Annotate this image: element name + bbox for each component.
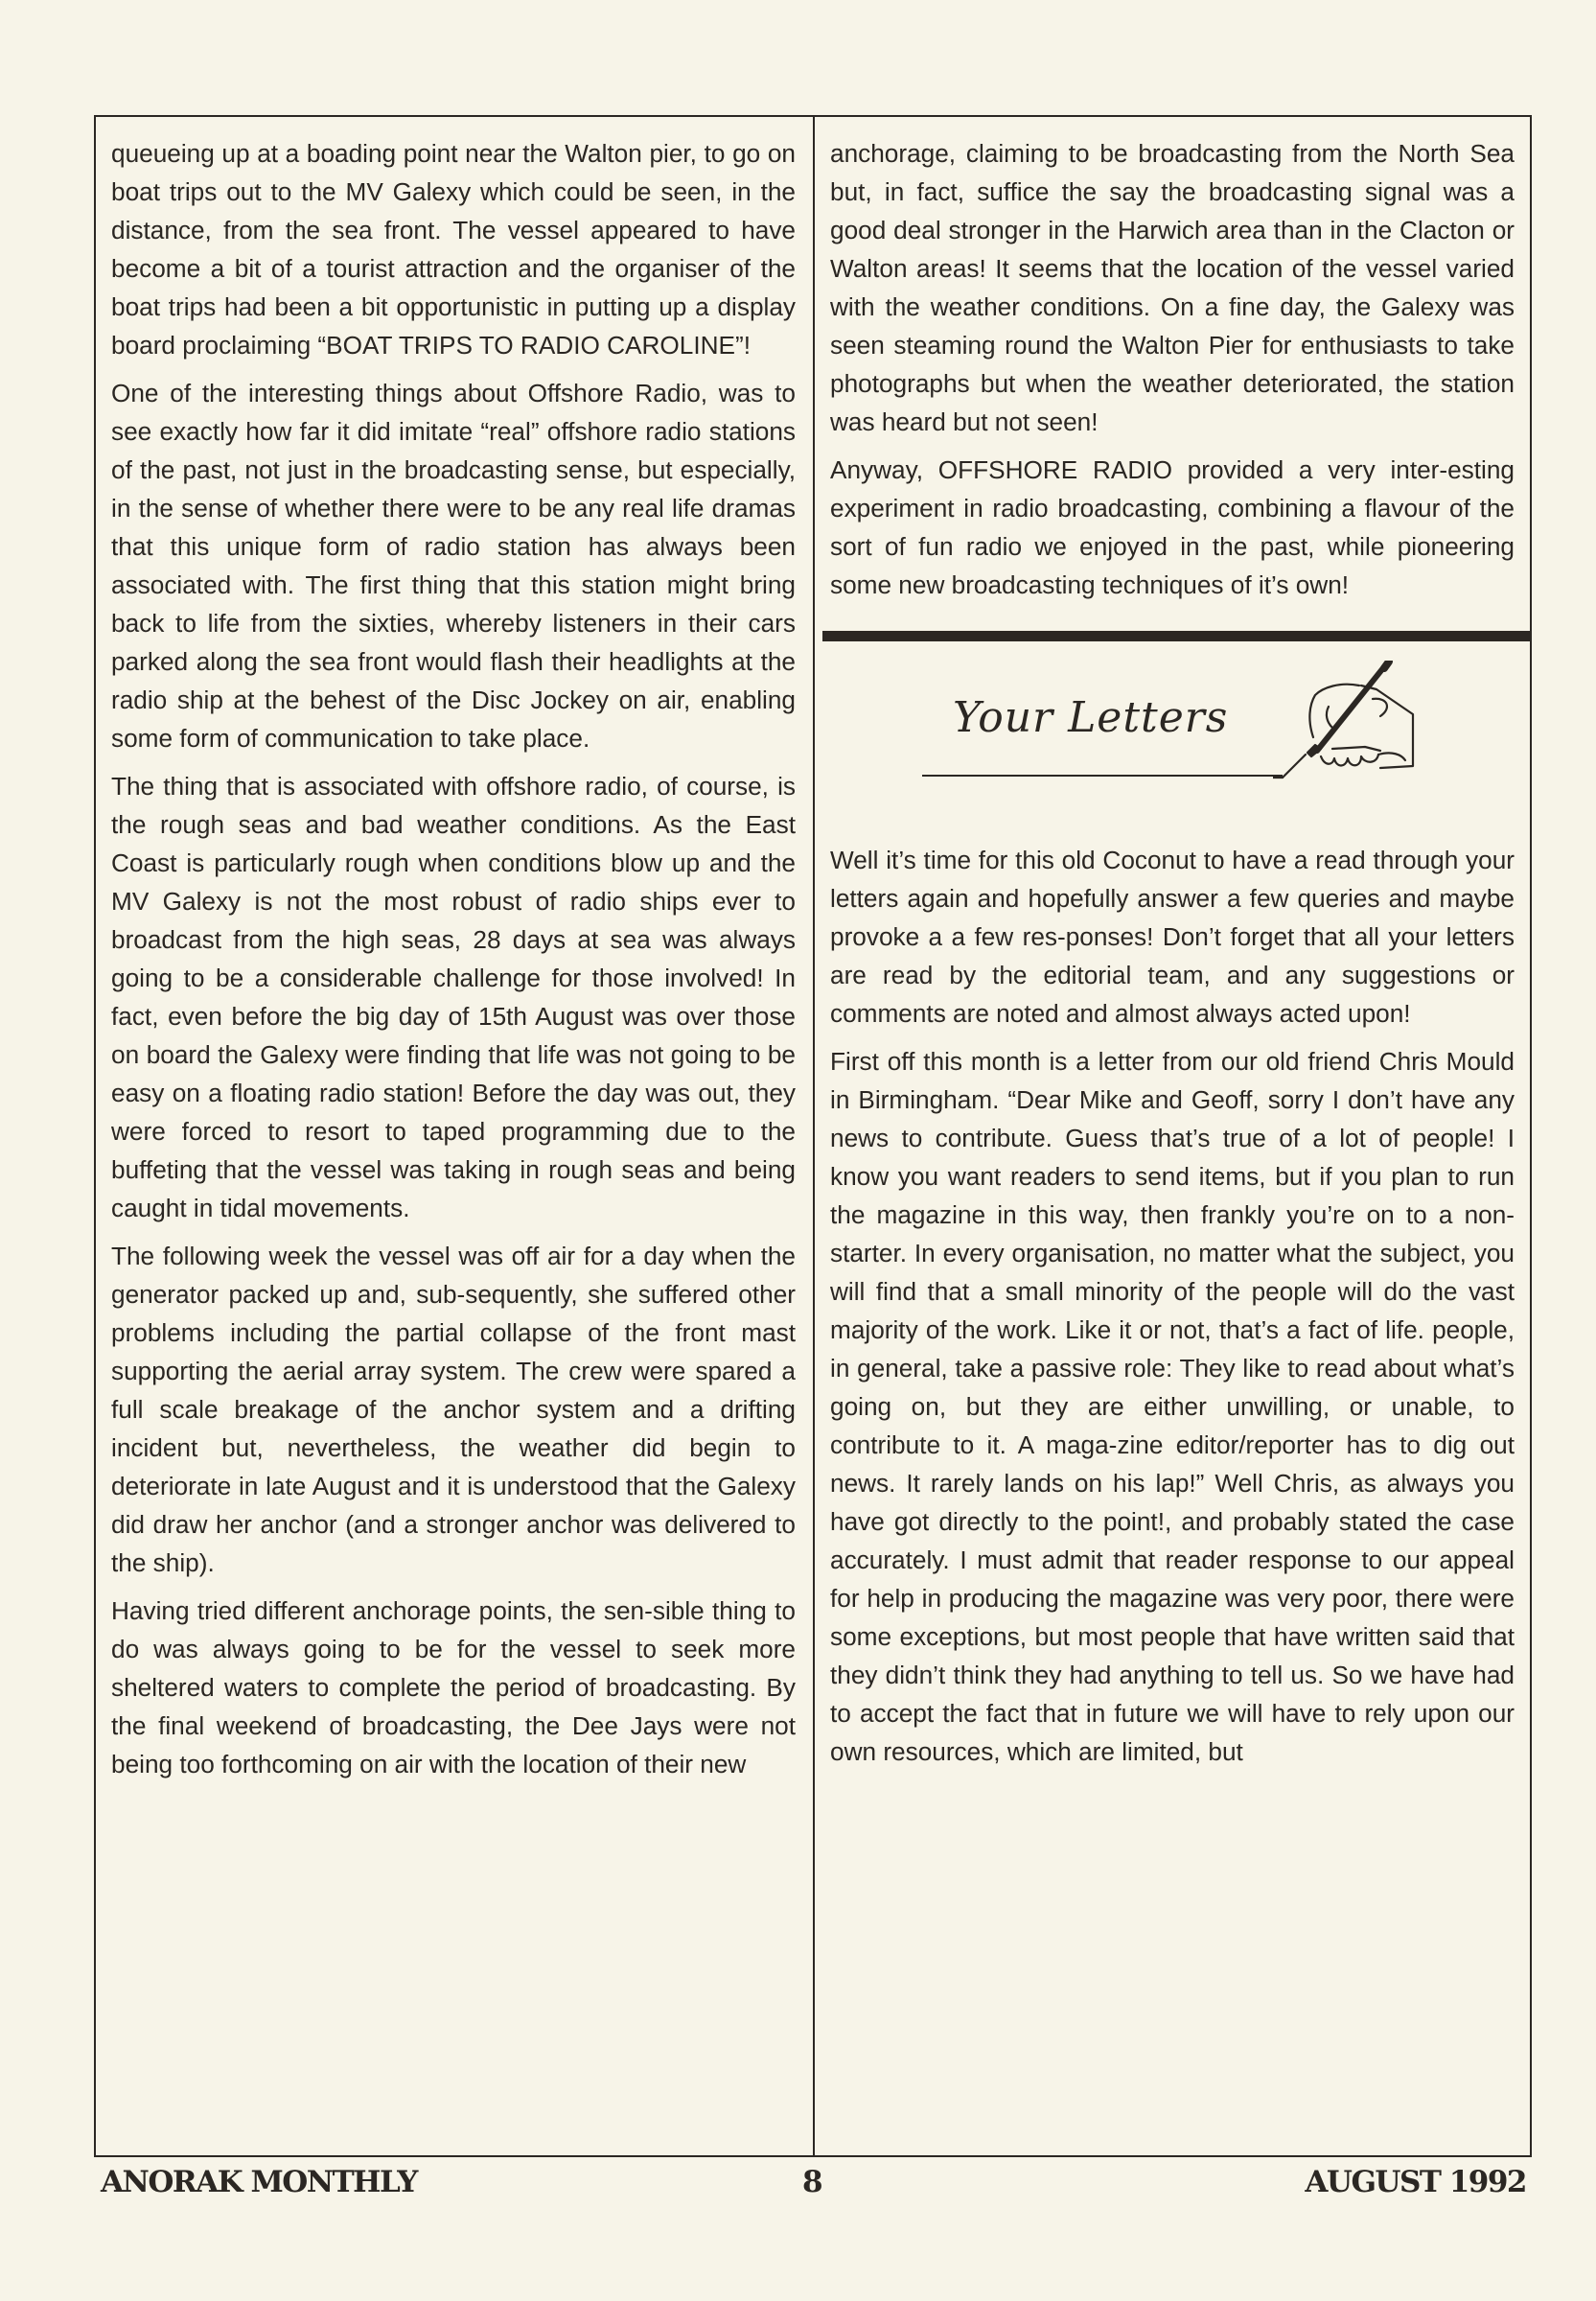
paragraph: queueing up at a boading point near the Walton pier, to go on boat trips out to the MV Galexy which could be seen, in the distance, from the sea front. The vessel appeared to have become a bit of a tourist attraction and the organiser of the boat trips had been a bit opportunistic in putting up a display board proclaiming “BOAT TRIPS TO RADIO CAROLINE”! (111, 139, 796, 360)
paragraph: The following week the vessel was off air for a day when the generator packed up and, sub‐sequently, she suffered other problems including the partial collapse of the front mast supporting the aerial array system. The crew were spared a full scale breakage of the anchor system and a drifting incident but, nevertheless, the weather did begin to deteriorate in late August and it is understood that the Galexy did draw her anchor (and a stronger anchor was delivered to the ship). (111, 1242, 796, 1577)
paragraph: One of the interesting things about Offshore Radio, was to see exactly how far it did imitate “real” offshore radio stations of the past, not just in the broadcasting sense, but especially, in the sense of whether there were to be any real life dramas that this unique form of radio station has always been associated with. The first thing that this station might bring back to life from the sixties, whereby listeners in their cars parked along the sea front would flash their headlights at the radio ship at the behest of the Disc Jockey on air, enabling some form of communication to take place. (111, 379, 796, 753)
right-column (830, 134, 1515, 1780)
letters-section-heading (830, 641, 1515, 824)
paragraph: Having tried different anchorage points, the sen‐sible thing to do was always going to be for the vessel to seek more sheltered waters to complete the period of broadcasting. By the final weekend of broadcasting, the Dee Jays were not being too forthcoming on air with the location of their new (111, 1596, 796, 1778)
publication-name: ANORAK MONTHLY (101, 2165, 417, 2199)
letters-body (830, 841, 1515, 1771)
paragraph: The thing that is associated with offshore radio, of course, is the rough seas and bad weather conditions. As the East Coast is particularly rough when conditions blow up and the MV Galexy is not the most robust of radio ships ever to broadcast from the high seas, 28 days at sea was always going to be a considerable challenge for those involved! In fact, even before the big day of 15th August was over those on board the Galexy were finding that life was not going to be easy on a floating radio station! Before the day was out, they were forced to resort to taped programming due to the buffeting that the vessel was taking in rough seas and being caught in tidal movements. (111, 772, 796, 1222)
hand-writing-with-pen-icon (1273, 661, 1426, 779)
paragraph: Anyway, OFFSHORE RADIO provided a very inter‐esting experiment in radio broadcasting, combining a flavour of the sort of fun radio we enjoyed in the past, while pioneering some new broadcasting techniques of it’s own! (830, 455, 1515, 599)
page-number: 8 (802, 2165, 822, 2199)
title-underline (922, 775, 1283, 777)
paragraph: anchorage, claiming to be broadcasting from the North Sea but, in fact, suffice the say the broadcasting signal was a good deal stronger in the Harwich area than in the Clacton or Walton areas! It seems that the location of the vessel varied with the weather conditions. On a fine day, the Galexy was seen steaming round the Walton Pier for enthusiasts to take photographs but when the weather deteriorated, the station was heard but not seen! (830, 139, 1515, 436)
letters-section-title: Your Letters (953, 693, 1229, 742)
section-divider-rule (822, 631, 1530, 641)
left-column (111, 134, 796, 1793)
column-divider (813, 115, 815, 2157)
paragraph: First off this month is a letter from our old friend Chris Mould in Birmingham. “Dear Mike and Geoff, sorry I don’t have any news to contribute. Guess that’s true of a lot of people! I know you want readers to send items, but if you plan to run the magazine in this way, then frankly you’re on to a non‐starter. In every organisation, no matter what the subject, you will find that a small minority of the people will do the vast majority of the work. Like it or not, that’s a fact of life. people, in general, take a passive role: They like to read about what’s going on, but they are either unwilling, or unable, to contribute to it. A maga‐zine editor/reporter has to dig out news. It rarely lands on his lap!” Well Chris, as always you have got directly to the point!, and probably stated the case accurately. I must admit that reader response to our appeal for help in producing the magazine was very poor, there were some exceptions, but most people that have written said that they didn’t think they had anything to tell us. So we have had to accept the fact that in future we will have to rely upon our own resources, which are limited, but (830, 1047, 1515, 1766)
paragraph: Well it’s time for this old Coconut to have a read through your letters again and hopefully answer a few queries and maybe provoke a a few res‐ponses! Don’t forget that all your letters are read by the editorial team, and any suggestions or comments are noted and almost always acted upon! (830, 846, 1515, 1028)
issue-date: AUGUST 1992 (1305, 2165, 1526, 2199)
page-footer (101, 2165, 1526, 2207)
